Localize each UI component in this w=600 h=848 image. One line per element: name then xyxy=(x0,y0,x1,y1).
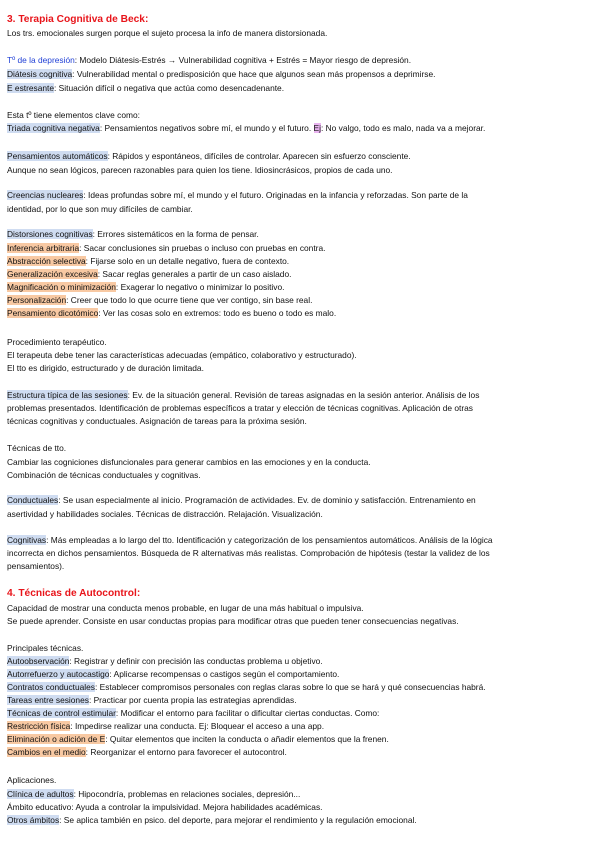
cognitivas-text-3: pensamientos). xyxy=(7,561,65,571)
aplicacion-label: Clínica de adultos xyxy=(7,789,74,799)
aplicacion-item xyxy=(7,815,417,826)
distorsion-text: : Creer que todo lo que ocurre tiene que ver contigo, sin base real. xyxy=(66,295,313,305)
tecnica-text: : Aplicarse recompensas o castigos según el comportamiento. xyxy=(109,669,340,679)
tecnica-text: : Reorganizar el entorno para favorecer el autocontrol. xyxy=(85,747,287,757)
tecnica-label: Técnicas de control estimular xyxy=(7,708,116,718)
distorsiones-label: Distorsiones cognitivas xyxy=(7,229,93,239)
estresante-text: : Situación difícil o negativa que actúa como desencadenante. xyxy=(54,83,285,93)
cognitivas-text-2: incorrecta en dichos pensamientos. Búsqueda de R alternativas más realistas. Comprobación de hipótesis (testar la validez de los xyxy=(7,548,490,558)
aplicacion-text: : Ayuda a controlar la impulsividad. Mejora habilidades académicas. xyxy=(71,802,323,812)
automaticos-line xyxy=(7,151,411,162)
triada-ej: Ej xyxy=(313,123,321,133)
section-4-title: 4. Técnicas de Autocontrol: xyxy=(7,588,141,599)
tecnica-item xyxy=(7,721,324,732)
tecnica-text: : Establecer compromisos personales con reglas claras sobre lo que se hará y qué consecuencias habrá. xyxy=(95,682,486,692)
creencias-label: Creencias nucleares xyxy=(7,190,84,200)
creencias-text: : Ideas profundas sobre mí, el mundo y el futuro. Originadas en la infancia y reforzadas. Son parte de la xyxy=(83,190,468,200)
tecnicas-text-2: Combinación de técnicas conductuales y cognitivas. xyxy=(7,470,201,480)
distorsion-label: Magnificación o minimización xyxy=(7,282,116,292)
section-4-intro-1: Capacidad de mostrar una conducta menos probable, en lugar de una más habitual o impulsiva. xyxy=(7,603,364,613)
tecnica-label: Restricción física xyxy=(7,721,71,731)
estructura-label: Estructura típica de las sesiones xyxy=(7,390,128,400)
automaticos-text: : Rápidos y espontáneos, difíciles de controlar. Aparecen sin esfuerzo consciente. xyxy=(107,151,411,161)
distorsiones-text: : Errores sistemáticos en la forma de pensar. xyxy=(92,229,259,239)
aplicacion-label: Otros ámbitos xyxy=(7,815,60,825)
aplicacion-text: : Hipocondría, problemas en relaciones sociales, depresión... xyxy=(73,789,301,799)
distorsion-item xyxy=(7,256,289,267)
aplicacion-item xyxy=(7,789,300,800)
distorsion-text: : Exagerar lo negativo o minimizar lo positivo. xyxy=(115,282,285,292)
tecnica-label: Cambios en el medio xyxy=(7,747,86,757)
distorsion-label: Personalización xyxy=(7,295,67,305)
distorsion-text: : Ver las cosas solo en extremos: todo es bueno o todo es malo. xyxy=(98,308,337,318)
section-3-title: 3. Terapia Cognitiva de Beck: xyxy=(7,14,149,25)
creencias-line xyxy=(7,190,468,201)
modelo-label: Tº de la depresión xyxy=(7,55,75,65)
distorsion-item xyxy=(7,308,336,319)
tecnica-label: Autoobservación xyxy=(7,656,70,666)
conductuales-line xyxy=(7,495,476,506)
estresante-label: E estresante xyxy=(7,83,55,93)
distorsion-label: Generalización excesiva xyxy=(7,269,98,279)
tecnica-item xyxy=(7,656,323,667)
triada-ej-text: : No valgo, todo es malo, nada va a mejorar. xyxy=(320,123,486,133)
automaticos-text-2: Aunque no sean lógicos, parecen razonables para quien los tiene. Idiosincrásicos, propios de cada uno. xyxy=(7,165,393,175)
distorsion-item xyxy=(7,282,284,293)
triada-line xyxy=(7,123,485,134)
distorsiones-line xyxy=(7,229,259,240)
cognitivas-label: Cognitivas xyxy=(7,535,47,545)
triada-text: : Pensamientos negativos sobre mí, el mundo y el futuro. xyxy=(99,123,314,133)
tecnica-label: Autorrefuerzo y autocastigo xyxy=(7,669,110,679)
tecnica-item xyxy=(7,695,297,706)
conductuales-text-2: asertividad y habilidades sociales. Técnicas de distracción. Relajación. Visualización. xyxy=(7,509,323,519)
distorsion-label: Inferencia arbitraria xyxy=(7,243,80,253)
distorsion-text: : Sacar reglas generales a partir de un caso aislado. xyxy=(97,269,292,279)
distorsion-item xyxy=(7,269,291,280)
automaticos-label: Pensamientos automáticos xyxy=(7,151,108,161)
procedimiento-text-2: El tto es dirigido, estructurado y de duración limitada. xyxy=(7,363,204,373)
section-3-intro: Los trs. emocionales surgen porque el sujeto procesa la info de manera distorsionada. xyxy=(7,28,328,38)
tecnica-text: : Quitar elementos que inciten la conducta o añadir elementos que la frenen. xyxy=(105,734,389,744)
aplicacion-label: Ámbito educativo xyxy=(7,802,72,812)
aplicacion-text: : Se aplica también en psico. del deporte, para mejorar el rendimiento y la regulación emocional. xyxy=(59,815,417,825)
estructura-text: : Ev. de la situación general. Revisión de tareas asignadas en la sesión anterior. Análisis de los xyxy=(127,390,480,400)
distorsion-item xyxy=(7,243,325,254)
elementos-heading: Esta tº tiene elementos clave como: xyxy=(7,110,140,120)
tecnica-text: : Practicar por cuenta propia las estrategias aprendidas. xyxy=(88,695,297,705)
principales-title: Principales técnicas. xyxy=(7,643,84,653)
diatesis-text: : Vulnerabilidad mental o predisposición que hace que algunos sean más propensos a deprimirse. xyxy=(72,69,436,79)
tecnica-text: : Impedirse realizar una conducta. Ej: Bloquear el acceso a una app. xyxy=(70,721,325,731)
aplicaciones-title: Aplicaciones. xyxy=(7,775,57,785)
tecnica-label: Tareas entre sesiones xyxy=(7,695,89,705)
conductuales-label: Conductuales xyxy=(7,495,59,505)
triada-label: Triada cognitiva negativa xyxy=(7,123,100,133)
estructura-line xyxy=(7,390,479,401)
tecnica-item xyxy=(7,734,389,745)
cognitivas-line xyxy=(7,535,493,546)
tecnicas-text-1: Cambiar las cogniciones disfuncionales para generar cambios en las emociones y en la conducta. xyxy=(7,457,371,467)
aplicacion-item xyxy=(7,802,322,813)
modelo-line xyxy=(7,55,411,66)
estructura-text-2: problemas presentados. Identificación de problemas específicos a tratar y elección de técnicas cognitivas. Aplicación de otras xyxy=(7,403,473,413)
tecnica-text: : Registrar y definir con precisión las conductas problema u objetivo. xyxy=(69,656,323,666)
estresante-line xyxy=(7,83,284,94)
distorsion-label: Abstracción selectiva xyxy=(7,256,86,266)
section-4-intro-2: Se puede aprender. Consiste en usar conductas propias para modificar otras que pueden tener consecuencias negativas. xyxy=(7,616,459,626)
tecnica-item xyxy=(7,747,287,758)
distorsion-item xyxy=(7,295,312,306)
tecnica-item xyxy=(7,669,339,680)
procedimiento-text-1: El terapeuta debe tener las características adecuadas (empático, colaborativo y estructurado). xyxy=(7,350,357,360)
diatesis-line xyxy=(7,69,435,80)
distorsion-text: : Fijarse solo en un detalle negativo, fuera de contexto. xyxy=(85,256,290,266)
tecnica-label: Contratos conductuales xyxy=(7,682,95,692)
estructura-text-3: técnicas cognitivas y conductuales. Asignación de tareas para la próxima sesión. xyxy=(7,416,307,426)
cognitivas-text: : Más empleadas a lo largo del tto. Identificación y categorización de los pensamientos automáticos. Análisis de la lógica xyxy=(46,535,493,545)
tecnica-text: : Modificar el entorno para facilitar o dificultar ciertas conductas. Como: xyxy=(115,708,380,718)
conductuales-text: : Se usan especialmente al inicio. Programación de actividades. Ev. de dominio y satisfacción. Entrenamiento en xyxy=(58,495,476,505)
tecnica-label: Eliminación o adición de E xyxy=(7,734,106,744)
distorsion-text: : Sacar conclusiones sin pruebas o incluso con pruebas en contra. xyxy=(79,243,326,253)
modelo-text: : Modelo Diátesis-Estrés → Vulnerabilidad cognitiva + Estrés = Mayor riesgo de depresión. xyxy=(74,55,412,65)
creencias-text-2: identidad, por lo que son muy difíciles de cambiar. xyxy=(7,204,193,214)
tecnica-item xyxy=(7,682,486,693)
tecnica-item xyxy=(7,708,379,719)
diatesis-label: Diátesis cognitiva xyxy=(7,69,73,79)
distorsion-label: Pensamiento dicotómico xyxy=(7,308,99,318)
procedimiento-title: Procedimiento terapéutico. xyxy=(7,337,107,347)
tecnicas-title: Técnicas de tto. xyxy=(7,443,67,453)
